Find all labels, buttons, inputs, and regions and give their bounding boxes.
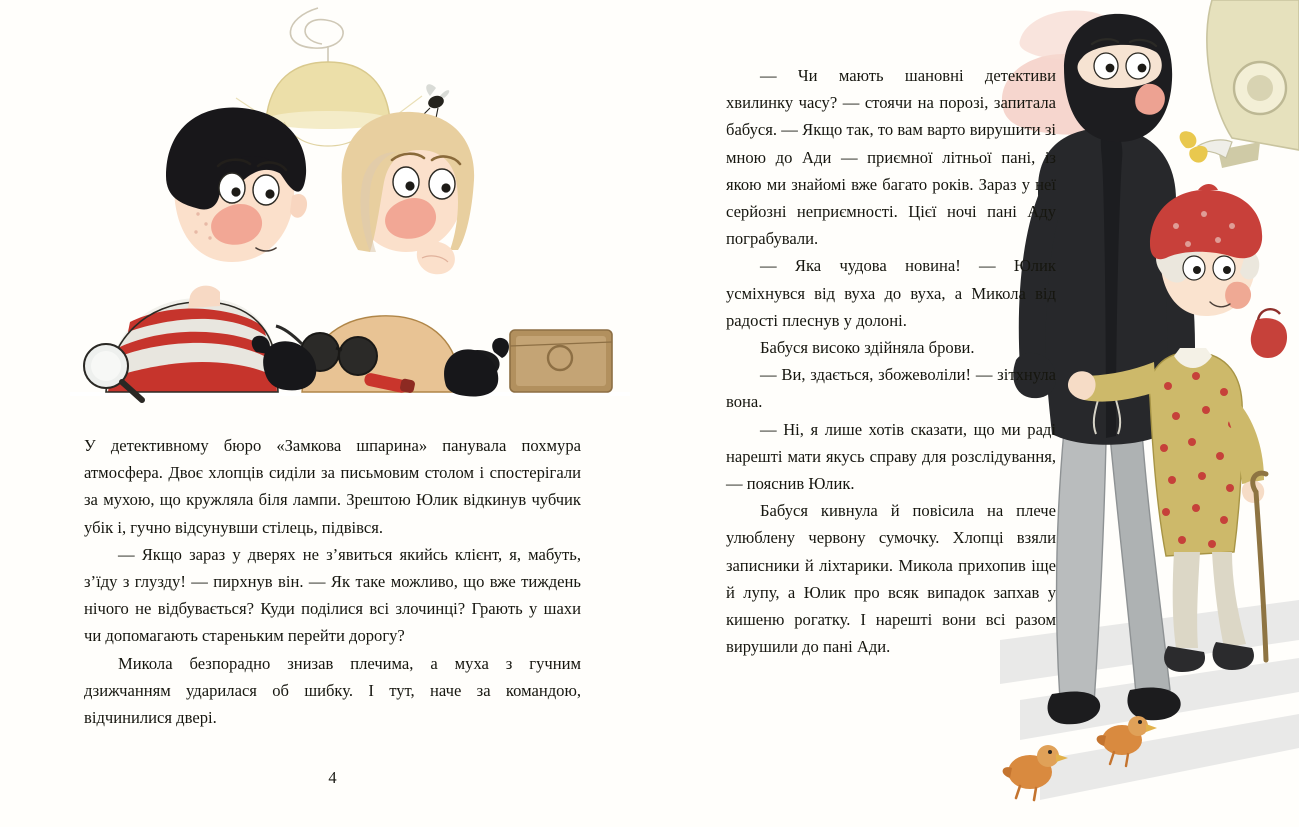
paragraph: Микола безпорадно знизав плечима, а муха з гучним дзижчанням ударилася об шибку. І тут, наче за командою, відчинилися двері. <box>84 653 581 728</box>
yellow-car <box>1198 0 1299 168</box>
paragraph: — Ви, здається, збожеволіли! — зітхнула вона. <box>726 365 1056 412</box>
paragraph: Бабуся кивнула й повісила на плече улюблену червону сумочку. Хлопці взяли записники й ліхтарики. Микола прихопив іще й лупу, а Юлик про всяк випадок запхав у кишеню рогатку. І нарешті вони всі разом вирушили до пані Ади. <box>726 501 1056 657</box>
paragraph: — Чи мають шановні детективи хвилинку часу? — стоячи на порозі, запитала бабуся. — Якщо так, то вам варто вирушити зі мною до Ади — приємної літньої пані, із якою ми знайомі вже багато років. Зараз у неї серйозні неприємності. Цієї ночі пані Аду пограбували. <box>726 66 1056 249</box>
right-text-column <box>726 62 1056 660</box>
fly-insect <box>422 84 449 118</box>
illustration-left-svg <box>70 0 630 420</box>
left-text-column <box>84 432 581 731</box>
page-number: 4 <box>328 768 337 787</box>
illustration-two-detectives-at-desk <box>70 0 630 420</box>
paragraph: — Яка чудова новина! — Юлик усміхнувся від вуха до вуха, а Микола від радості плеснув у долоні. <box>726 256 1056 330</box>
paragraph: Бабуся високо здійняла брови. <box>760 338 975 358</box>
black-glove-right <box>444 338 509 397</box>
paragraph: — Ні, я лише хотів сказати, що ми раді нарешті мати якусь справу для розслідування, — пояснив Юлик. <box>726 419 1056 494</box>
lamp-cord-squiggle <box>290 8 343 62</box>
paragraph: — Якщо зараз у дверях не з’явиться якийсь клієнт, я, мабуть, з’їду з глузду! — пирхнув він. — Як таке можливо, що вже тиждень нічого не відбувається? Куди поділися всі злочинці? Грають у шахи чи допомагають стареньким перейти дорогу? <box>84 544 581 646</box>
brown-notebook <box>510 330 612 392</box>
paragraph: У детективному бюро «Замкова шпарина» панувала похмура атмосфера. Двоє хлопців сиділи за письмовим столом і спостерігали за мухою, що кружляла біля лампи. Зрештою Юлик відкинув чубчик убік і, гучно відсунувши стілець, підвівся. <box>84 436 581 537</box>
red-handbag <box>1251 309 1287 358</box>
butterfly-icon <box>1180 131 1208 162</box>
